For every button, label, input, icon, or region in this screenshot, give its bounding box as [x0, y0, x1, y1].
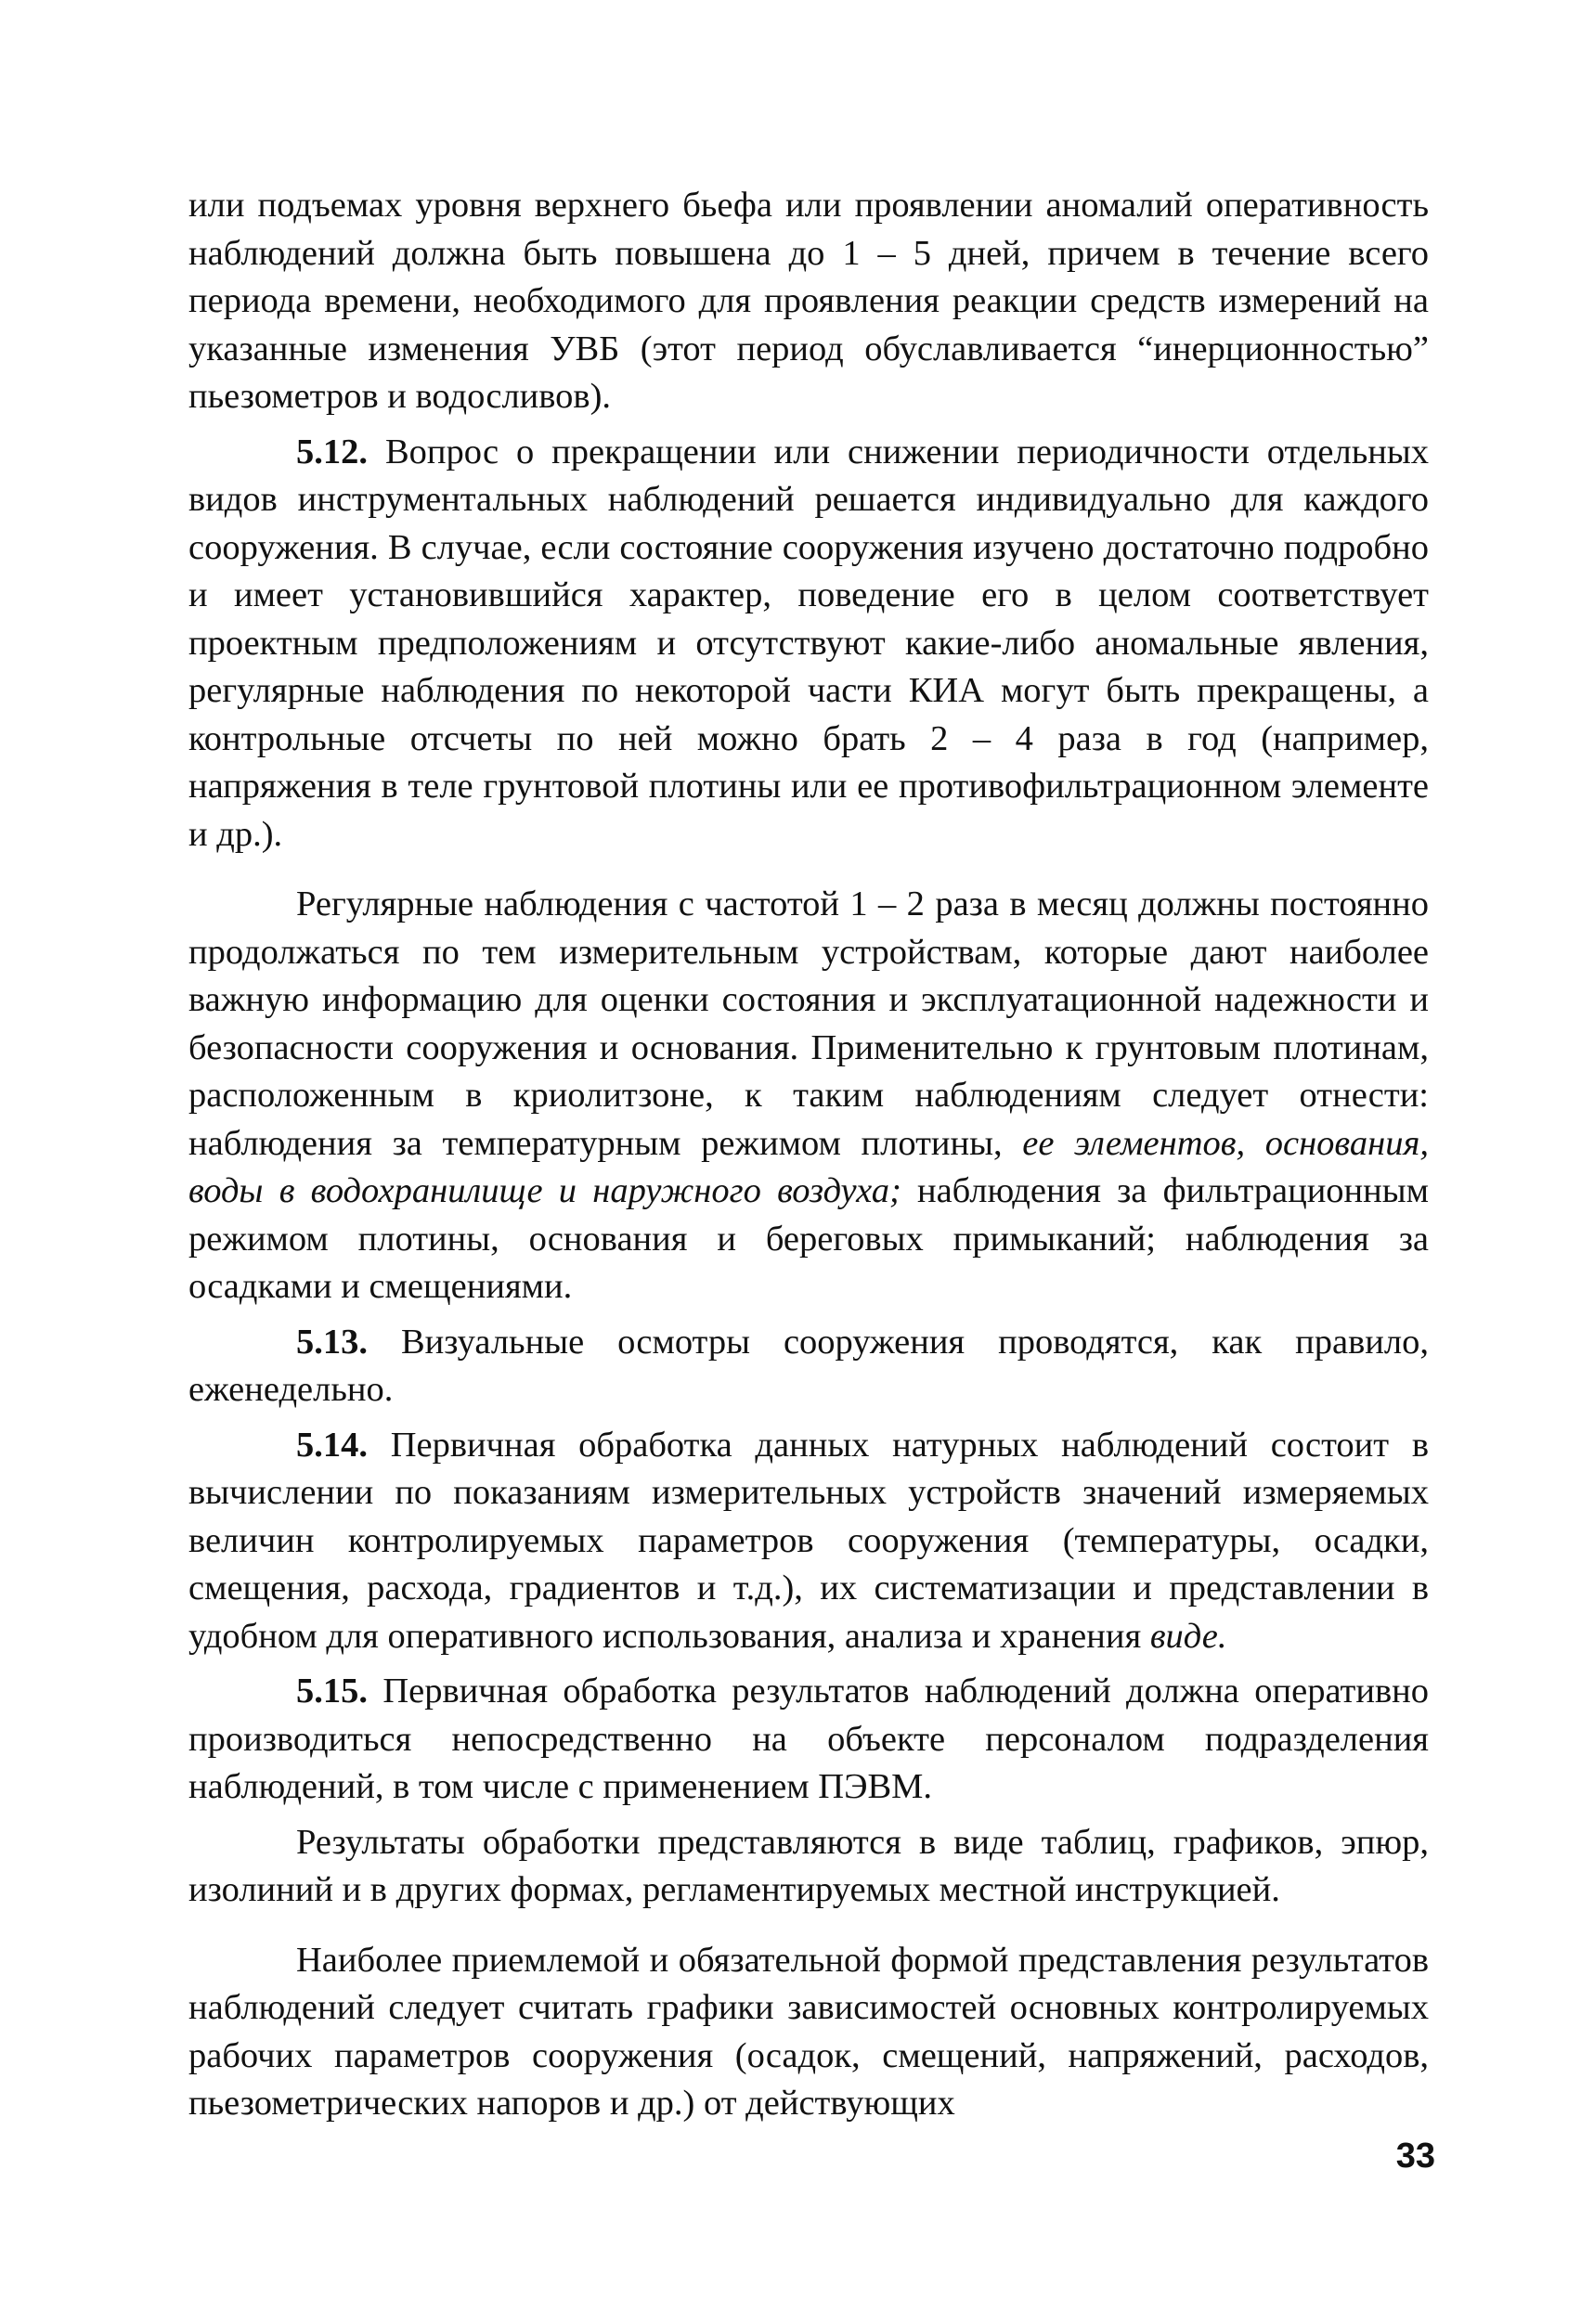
paragraph-text: наблюдения за фильтрационным режимом плотины, основания и береговых примыканий; наблюдения за осадками и смещениями. — [188, 1171, 1429, 1306]
document-page — [188, 182, 1429, 2128]
section-number: 5.14. — [296, 1425, 368, 1465]
section-5-13 — [188, 1319, 1429, 1414]
paragraph-graphs: Наиболее приемлемой и обязательной формой представления результатов наблюдений следует считать графики зависимостей основных контролируемых рабочих параметров сооружения (осадок, смещений, напряжений, расходов, пьезометрических напоров и др.) от действующих — [188, 1940, 1429, 2123]
section-italic-text: виде. — [1149, 1616, 1227, 1656]
paragraph-italic-text: ее элементов, основания, воды в водохранилище и наружного воздуха; — [188, 1123, 1429, 1210]
section-5-15 — [188, 1668, 1429, 1812]
paragraph-continuation: или подъемах уровня верхнего бьефа или проявлении аномалий оперативность наблюдений должна быть повышена до 1 – 5 дней, причем в течение всего периода времени, необходимого для проявления реакции средств измерений на указанные изменения УВБ (этот период обуславливается “инерционностью” пьезометров и водосливов). — [188, 186, 1429, 416]
section-5-14 — [188, 1422, 1429, 1661]
section-text: Первичная обработка данных натурных наблюдений состоит в вычислении по показаниям измерительных устройств значений измеряемых величин контролируемых параметров сооружения (температуры, осадки, смещения, расхода, градиентов и т.д.), их систематизации и представлении в удобном для оперативного использования, анализа и хранения — [188, 1425, 1429, 1656]
paragraph-regular-observations — [188, 881, 1429, 1311]
section-number: 5.15. — [296, 1672, 368, 1711]
section-5-12 — [188, 429, 1429, 859]
section-text: Первичная обработка результатов наблюдений должна оперативно производиться непосредственно на объекте персоналом подразделения наблюдений, в том числе с применением ПЭВМ. — [188, 1672, 1429, 1806]
section-number: 5.12. — [296, 432, 368, 471]
section-number: 5.13. — [296, 1322, 368, 1362]
paragraph-text: Регулярные наблюдения с частотой 1 – 2 раза в месяц должны постоянно продолжаться по тем измерительным устройствам, которые дают наиболее важную информацию для оценки состояния и эксплуатационной надежности и безопасности сооружения и основания. Применительно к грунтовым плотинам, расположенным в криолитзоне, к таким наблюдениям следует отнести: наблюдения за температурным режимом плотины, — [188, 884, 1429, 1163]
paragraph-results-forms: Результаты обработки представляются в виде таблиц, графиков, эпюр, изолиний и в других формах, регламентируемых местной инструкцией. — [188, 1822, 1429, 1909]
section-text: Вопрос о прекращении или снижении периодичности отдельных видов инструментальных наблюдений решается индивидуально для каждого сооружения. В случае, если состояние сооружения изучено достаточно подробно и имеет установившийся характер, поведение его в целом соответствует проектным предположениям и отсутствуют какие-либо аномальные явления, регулярные наблюдения по некоторой части КИА могут быть прекращены, а контрольные отсчеты по ней можно брать 2 – 4 раза в год (например, напряжения в теле грунтовой плотины или ее противофильтрационном элементе и др.). — [188, 432, 1429, 854]
page-number: 33 — [1395, 2137, 1435, 2176]
section-text: Визуальные осмотры сооружения проводятся, как правило, еженедельно. — [188, 1322, 1429, 1409]
